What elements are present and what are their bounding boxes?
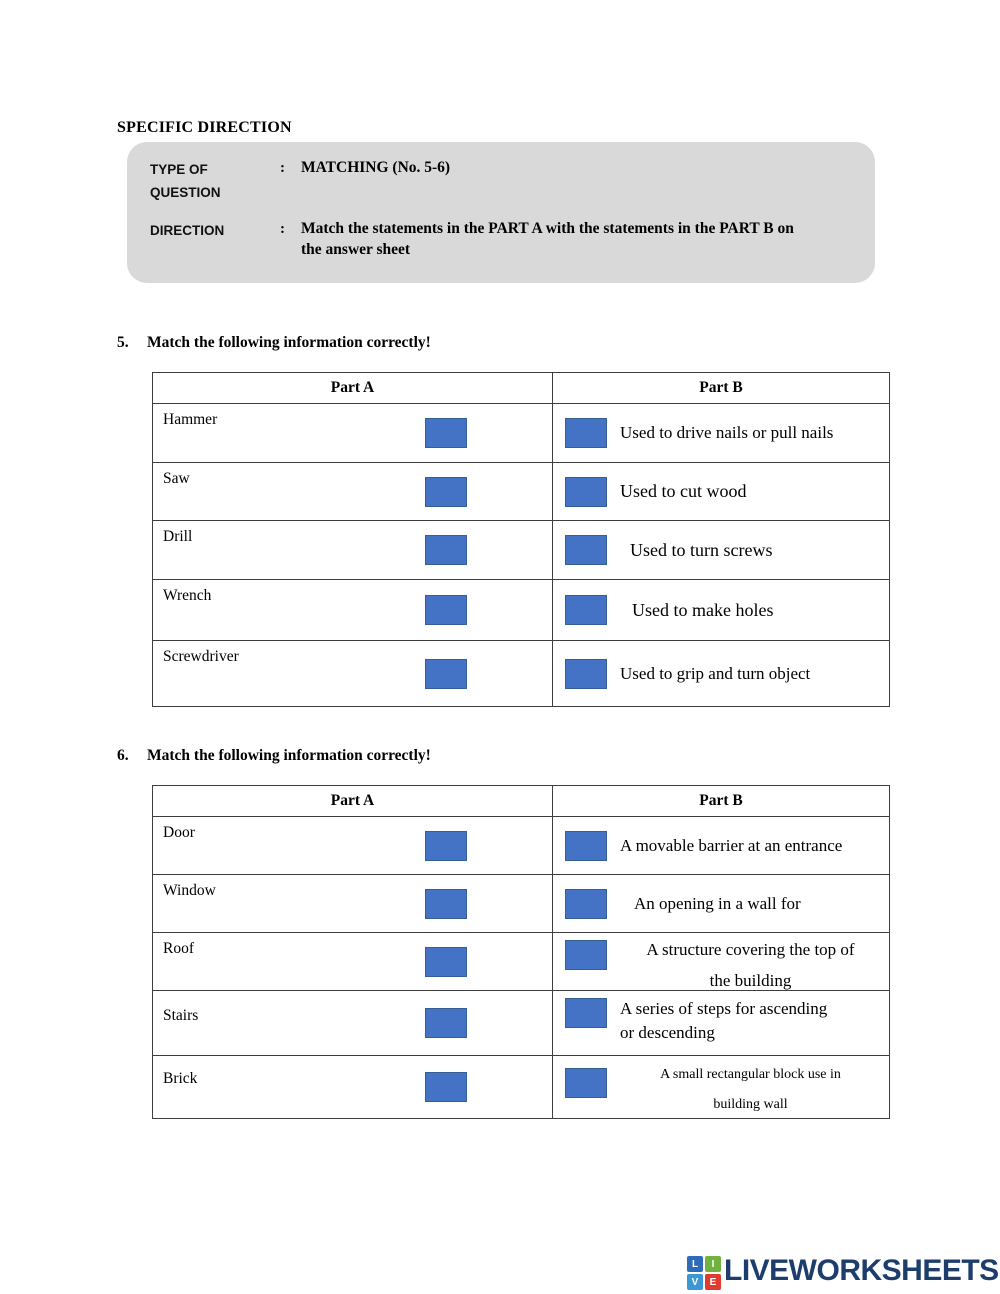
- match-box-a[interactable]: [425, 595, 467, 625]
- match-box-b[interactable]: [565, 940, 607, 970]
- part-a-cell: [153, 521, 552, 579]
- part-b-cell: [552, 933, 889, 990]
- part-a-item-label: Door: [163, 824, 195, 841]
- match-box-a[interactable]: [425, 1008, 467, 1038]
- table-row: [153, 463, 889, 521]
- table-row: [153, 817, 889, 875]
- part-b-cell: [552, 991, 889, 1055]
- part-a-cell: [153, 817, 552, 874]
- part-a-item-label: Wrench: [163, 587, 212, 604]
- part-b-item-label: Used to cut wood: [620, 481, 747, 501]
- colon-separator: :: [280, 160, 285, 176]
- page-title: SPECIFIC DIRECTION: [117, 119, 292, 136]
- question-6-prompt: Match the following information correctly!: [147, 747, 431, 764]
- table-row: [153, 1056, 889, 1118]
- table-header-row: [153, 786, 889, 817]
- part-a-cell: [153, 875, 552, 932]
- type-of-question-label: TYPE OF QUESTION: [150, 162, 221, 200]
- part-a-cell: [153, 1056, 552, 1118]
- part-b-item-label: [620, 991, 827, 1045]
- part-b-cell: [552, 404, 889, 462]
- match-box-b[interactable]: [565, 418, 607, 448]
- part-b-line-2: the building: [709, 971, 792, 990]
- part-b-item-label: Used to grip and turn object: [620, 663, 811, 683]
- direction-row: [150, 219, 855, 260]
- part-b-header: Part B: [552, 373, 889, 403]
- logo-tile-v: V: [687, 1274, 703, 1290]
- logo-tile-i: I: [705, 1256, 721, 1272]
- question-5-heading: [117, 334, 431, 352]
- table-row: [153, 933, 889, 991]
- part-b-item-label: Used to drive nails or pull nails: [620, 423, 834, 442]
- liveworksheets-logo-icon: [687, 1252, 721, 1290]
- match-box-b[interactable]: [565, 477, 607, 507]
- part-a-item-label: Hammer: [163, 411, 218, 428]
- part-a-item-label: Roof: [163, 940, 194, 957]
- match-box-b[interactable]: [565, 831, 607, 861]
- table-header-row: [153, 373, 889, 404]
- question-5-number: 5.: [117, 334, 129, 351]
- table-row: [153, 580, 889, 641]
- question-5-prompt: Match the following information correctly!: [147, 334, 431, 351]
- table-row: [153, 641, 889, 706]
- logo-tile-l: L: [687, 1256, 703, 1272]
- match-box-a[interactable]: [425, 418, 467, 448]
- part-a-cell: [153, 991, 552, 1055]
- part-b-item-label: An opening in a wall for: [634, 893, 801, 913]
- part-b-cell: [552, 875, 889, 932]
- logo-tile-e: E: [705, 1274, 721, 1290]
- type-of-question-value: MATCHING (No. 5-6): [301, 159, 451, 176]
- part-b-line-2: building wall: [713, 1097, 788, 1112]
- question-6-number: 6.: [117, 747, 129, 764]
- liveworksheets-logo[interactable]: [687, 1252, 999, 1290]
- direction-value: Match the statements in the PART A with the statements in the PART B on the answer sheet: [301, 220, 794, 258]
- match-box-a[interactable]: [425, 831, 467, 861]
- part-a-cell: [153, 404, 552, 462]
- part-b-item-label: Used to turn screws: [630, 539, 773, 560]
- part-b-item-label: Used to make holes: [632, 599, 774, 620]
- part-b-item-label: [620, 933, 889, 996]
- match-box-b[interactable]: [565, 659, 607, 689]
- direction-box: [127, 142, 875, 283]
- part-a-item-label: Window: [163, 882, 216, 899]
- question-5-table: [152, 372, 890, 707]
- part-b-line-1: A structure covering the top of: [646, 940, 855, 959]
- match-box-a[interactable]: [425, 1072, 467, 1102]
- part-a-item-label: Brick: [163, 1070, 198, 1087]
- colon-separator: :: [280, 221, 285, 237]
- table-row: [153, 875, 889, 933]
- part-b-line-2: or descending: [620, 1023, 715, 1042]
- match-box-a[interactable]: [425, 889, 467, 919]
- part-a-cell: [153, 641, 552, 706]
- match-box-b[interactable]: [565, 595, 607, 625]
- part-a-item-label: Screwdriver: [163, 648, 239, 665]
- direction-label: DIRECTION: [150, 223, 225, 238]
- part-b-cell: [552, 641, 889, 706]
- match-box-b[interactable]: [565, 998, 607, 1028]
- part-b-line-1: A series of steps for ascending: [620, 999, 828, 1018]
- match-box-b[interactable]: [565, 889, 607, 919]
- part-b-item-label: [620, 1056, 889, 1120]
- match-box-a[interactable]: [425, 535, 467, 565]
- type-of-question-row: [150, 158, 855, 204]
- liveworksheets-logo-text: LIVEWORKSHEETS: [724, 1254, 999, 1287]
- match-box-a[interactable]: [425, 477, 467, 507]
- part-b-cell: [552, 1056, 889, 1118]
- part-b-header: Part B: [552, 786, 889, 816]
- question-6-heading: [117, 747, 431, 765]
- table-row: [153, 404, 889, 463]
- part-a-item-label: Saw: [163, 470, 190, 487]
- question-6-table: [152, 785, 890, 1119]
- part-b-cell: [552, 817, 889, 874]
- table-row: [153, 991, 889, 1056]
- part-a-item-label: Stairs: [163, 1007, 199, 1024]
- part-a-cell: [153, 580, 552, 640]
- part-a-item-label: Drill: [163, 528, 193, 545]
- part-b-cell: [552, 521, 889, 579]
- part-b-item-label: A movable barrier at an entrance: [620, 835, 843, 855]
- match-box-b[interactable]: [565, 1068, 607, 1098]
- part-a-cell: [153, 933, 552, 990]
- part-b-cell: [552, 463, 889, 520]
- part-b-line-1: A small rectangular block use in: [660, 1067, 841, 1082]
- part-a-header: Part A: [330, 379, 375, 396]
- part-b-cell: [552, 580, 889, 640]
- part-a-header: Part A: [330, 792, 375, 809]
- match-box-b[interactable]: [565, 535, 607, 565]
- match-box-a[interactable]: [425, 659, 467, 689]
- part-a-cell: [153, 463, 552, 520]
- match-box-a[interactable]: [425, 947, 467, 977]
- table-row: [153, 521, 889, 580]
